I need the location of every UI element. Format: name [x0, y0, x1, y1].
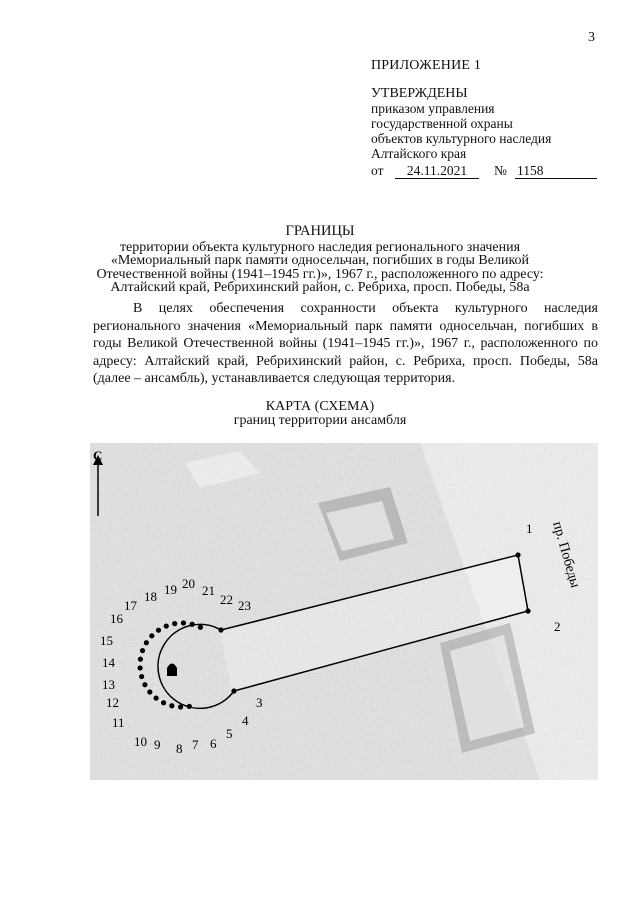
vertex-label: 1 — [526, 521, 533, 536]
vertex-label: 19 — [164, 582, 177, 597]
boundary-vertex — [515, 552, 520, 557]
order-date-underline — [395, 163, 479, 179]
approval-block — [371, 58, 551, 181]
order-number-underline — [515, 163, 597, 179]
boundary-vertex — [164, 623, 169, 628]
number-prefix: № — [494, 163, 507, 178]
vertex-label: 20 — [182, 576, 195, 591]
document-heading — [0, 225, 640, 295]
heading-title: ГРАНИЦЫ — [285, 223, 355, 239]
map-title: КАРТА (СХЕМА) — [265, 399, 375, 414]
vertex-label: 22 — [220, 592, 233, 607]
vertex-label: 12 — [106, 695, 119, 710]
street-label: пр. Победы — [549, 519, 583, 590]
order-line: государственной охраны — [371, 116, 513, 131]
boundary-vertex — [140, 648, 145, 653]
vertex-label: 7 — [192, 737, 199, 752]
order-line: Алтайского края — [371, 146, 467, 161]
boundary-vertex — [144, 640, 149, 645]
boundary-vertex — [138, 665, 143, 670]
boundary-vertex — [156, 628, 161, 633]
approved-label: УТВЕРЖДЕНЫ — [371, 86, 468, 101]
map-svg — [90, 443, 598, 780]
vertex-label: 14 — [102, 655, 115, 670]
boundary-vertex — [149, 633, 154, 638]
boundary-map — [90, 443, 598, 780]
heading-line: Алтайский край, Ребрихинский район, с. Ребриха, просп. Победы, 58а — [110, 280, 530, 295]
boundary-vertex — [187, 704, 192, 709]
order-line: объектов культурного наследия — [371, 131, 552, 146]
boundary-vertex — [181, 620, 186, 625]
vertex-label: 5 — [226, 726, 233, 741]
heading-line: «Мемориальный парк памяти односельчан, погибших в годы Великой — [110, 253, 530, 268]
vertex-label: 10 — [134, 734, 147, 749]
boundary-vertex — [525, 608, 530, 613]
vertex-label: 18 — [144, 589, 157, 604]
order-date-number-row — [371, 163, 551, 181]
boundary-vertex — [172, 621, 177, 626]
order-number: 1158 — [517, 163, 544, 178]
vertex-label: 15 — [100, 633, 113, 648]
vertex-label: 9 — [154, 737, 161, 752]
vertex-label: 23 — [238, 598, 251, 613]
north-label: С — [93, 448, 103, 463]
vertex-label: 8 — [176, 741, 183, 756]
boundary-vertex — [142, 682, 147, 687]
vertex-label: 21 — [202, 583, 215, 598]
vertex-label: 3 — [256, 695, 263, 710]
boundary-vertex — [218, 627, 223, 632]
boundary-vertex — [147, 689, 152, 694]
boundary-vertex — [178, 704, 183, 709]
boundary-vertex — [161, 700, 166, 705]
vertex-label: 2 — [554, 619, 561, 634]
map-subtitle: границ территории ансамбля — [233, 413, 407, 428]
vertex-label: 11 — [112, 715, 125, 730]
heading-line: Отечественной войны (1941–1945 гг.)», 1967 г., расположенного по адресу: — [96, 266, 544, 282]
vertex-label: 4 — [242, 713, 249, 728]
boundary-vertex — [231, 688, 236, 693]
boundary-vertex — [138, 657, 143, 662]
date-prefix: от — [371, 163, 384, 178]
vertex-label: 16 — [110, 611, 123, 626]
map-heading — [0, 400, 640, 428]
boundary-vertex — [190, 622, 195, 627]
vertex-label: 6 — [210, 736, 217, 751]
order-date: 24.11.2021 — [406, 163, 468, 178]
heading-line: территории объекта культурного наследия регионального значения — [119, 239, 521, 255]
boundary-vertex — [139, 674, 144, 679]
order-line: приказом управления — [371, 101, 495, 116]
vertex-label: 13 — [102, 677, 115, 692]
appendix-title: ПРИЛОЖЕНИЕ 1 — [371, 58, 482, 73]
boundary-vertex — [198, 625, 203, 630]
boundary-vertex — [169, 703, 174, 708]
boundary-vertex — [154, 695, 159, 700]
body-paragraph: В целях обеспечения сохранности объекта культурного наследия регионального значения «Мемориальный парк памяти односельчан, погибших в годы Великой Отечественной войны (1941–1945 гг.)», 1967 г., расположенного по адресу: Алтайский край, Ребрихинский район, с. Ребриха, просп. Победы, 58а (далее – ансамбль), устанавливается следующая территория. — [93, 301, 598, 386]
vertex-label: 17 — [124, 598, 137, 613]
page-number: 3 — [588, 30, 595, 45]
